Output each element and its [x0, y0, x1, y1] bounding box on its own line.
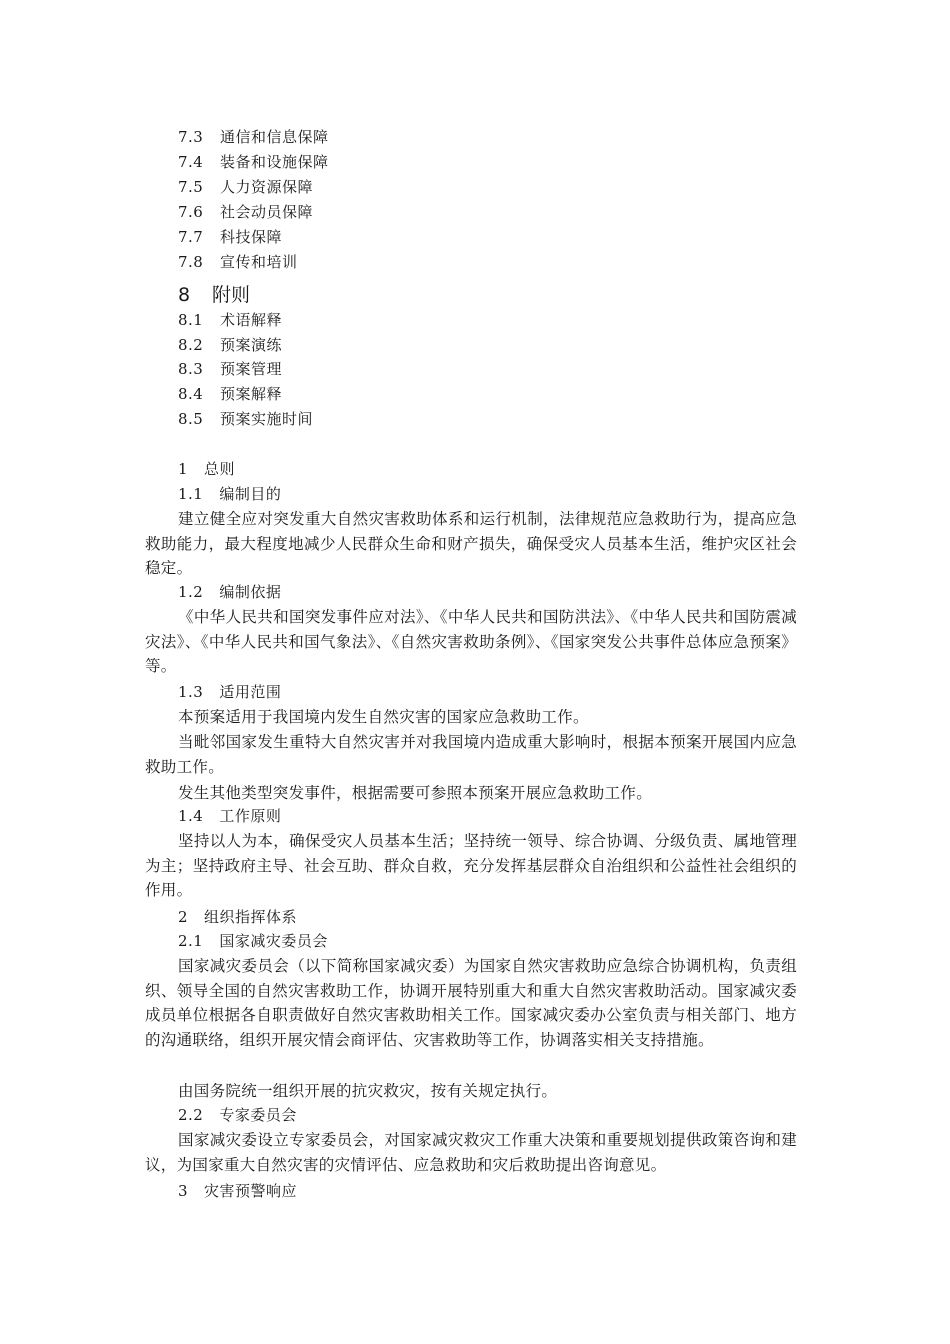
- toc-item-label: 术语解释: [220, 311, 283, 329]
- toc-item: [178, 202, 313, 222]
- toc-item-label: 人力资源保障: [220, 178, 314, 196]
- toc-item-number: 8.5: [178, 410, 204, 428]
- section-number: 1: [178, 460, 189, 478]
- toc-item: [178, 177, 313, 197]
- paragraph: 《中华人民共和国突发事件应对法》、《中华人民共和国防洪法》、《中华人民共和国防震减灾法》、《中华人民共和国气象法》、《自然灾害救助条例》、《国家突发公共事件总体应急预案》等。: [145, 608, 797, 676]
- subsection-heading: [178, 1105, 297, 1125]
- subsection-heading: [178, 682, 281, 702]
- subsection-label: 工作原则: [219, 807, 282, 825]
- subsection-label: 适用范围: [219, 683, 282, 701]
- subsection-heading: [178, 582, 281, 602]
- toc-item-number: 7.6: [178, 203, 204, 221]
- subsection-number: 2.1: [178, 932, 204, 950]
- paragraph: 坚持以人为本，确保受灾人员基本生活；坚持统一领导、综合协调、分级负责、属地管理为主；坚持政府主导、社会互助、群众自救，充分发挥基层群众自治组织和公益性社会组织的作用。: [145, 832, 797, 900]
- toc-section-number: 8: [178, 284, 191, 306]
- section-label: 组织指挥体系: [204, 908, 298, 926]
- toc-item-number: 7.3: [178, 128, 204, 146]
- paragraph: 国家减灾委设立专家委员会，对国家减灾救灾工作重大决策和重要规划提供政策咨询和建议，为国家重大自然灾害的灾情评估、应急救助和灾后救助提出咨询意见。: [145, 1131, 797, 1174]
- toc-item-label: 装备和设施保障: [220, 153, 329, 171]
- toc-item-label: 预案演练: [220, 336, 283, 354]
- toc-item-number: 8.3: [178, 360, 204, 378]
- toc-item: [178, 384, 282, 404]
- toc-item-label: 预案解释: [220, 385, 283, 403]
- paragraph: 发生其他类型突发事件，根据需要可参照本预案开展应急救助工作。: [178, 784, 653, 802]
- toc-item-number: 8.4: [178, 385, 204, 403]
- subsection-label: 专家委员会: [219, 1106, 297, 1124]
- paragraph: 国家减灾委员会（以下简称国家减灾委）为国家自然灾害救助应急综合协调机构，负责组织、领导全国的自然灾害救助工作，协调开展特别重大和重大自然灾害救助活动。国家减灾委成员单位根据各自职责做好自然灾害救助相关工作。国家减灾委办公室负责与相关部门、地方的沟通联络，组织开展灾情会商评估、灾害救助等工作，协调落实相关支持措施。: [145, 957, 797, 1049]
- toc-item: [178, 227, 282, 247]
- toc-item: [178, 152, 329, 172]
- section-heading: [178, 907, 297, 927]
- paragraph: 由国务院统一组织开展的抗灾救灾，按有关规定执行。: [178, 1082, 558, 1100]
- subsection-heading: [178, 931, 328, 951]
- toc-item: [178, 252, 298, 272]
- toc-item: [178, 310, 282, 330]
- subsection-number: 1.2: [178, 583, 204, 601]
- section-heading: [178, 1181, 297, 1201]
- paragraph: 当毗邻国家发生重特大自然灾害并对我国境内造成重大影响时，根据本预案开展国内应急救助工作。: [145, 733, 797, 776]
- subsection-heading: [178, 484, 281, 504]
- toc-section-heading: [178, 283, 250, 307]
- toc-item-label: 预案管理: [220, 360, 283, 378]
- toc-item-number: 7.4: [178, 153, 204, 171]
- section-number: 2: [178, 908, 189, 926]
- toc-item: [178, 335, 282, 355]
- toc-item-label: 社会动员保障: [220, 203, 314, 221]
- toc-item: [178, 409, 313, 429]
- toc-item-number: 7.7: [178, 228, 204, 246]
- section-label: 灾害预警响应: [204, 1182, 298, 1200]
- toc-item-number: 8.2: [178, 336, 204, 354]
- subsection-heading: [178, 806, 281, 826]
- toc-item-number: 7.5: [178, 178, 204, 196]
- toc-item-label: 宣传和培训: [220, 253, 298, 271]
- toc-item-number: 8.1: [178, 311, 204, 329]
- section-number: 3: [178, 1182, 189, 1200]
- toc-section-label: 附则: [212, 284, 251, 306]
- toc-item-label: 通信和信息保障: [220, 128, 329, 146]
- paragraph: 建立健全应对突发重大自然灾害救助体系和运行机制，法律规范应急救助行为，提高应急救助能力，最大程度地减少人民群众生命和财产损失，确保受灾人员基本生活，维护灾区社会稳定。: [145, 510, 797, 578]
- subsection-label: 国家减灾委员会: [219, 932, 328, 950]
- toc-item: [178, 359, 282, 379]
- section-heading: [178, 459, 235, 479]
- toc-item-label: 科技保障: [220, 228, 283, 246]
- subsection-number: 1.1: [178, 485, 204, 503]
- section-label: 总则: [204, 460, 236, 478]
- toc-item-number: 7.8: [178, 253, 204, 271]
- subsection-number: 1.4: [178, 807, 204, 825]
- subsection-number: 2.2: [178, 1106, 204, 1124]
- subsection-number: 1.3: [178, 683, 204, 701]
- paragraph: 本预案适用于我国境内发生自然灾害的国家应急救助工作。: [178, 708, 589, 726]
- toc-item: [178, 127, 329, 147]
- subsection-label: 编制目的: [219, 485, 282, 503]
- toc-item-label: 预案实施时间: [220, 410, 314, 428]
- subsection-label: 编制依据: [219, 583, 282, 601]
